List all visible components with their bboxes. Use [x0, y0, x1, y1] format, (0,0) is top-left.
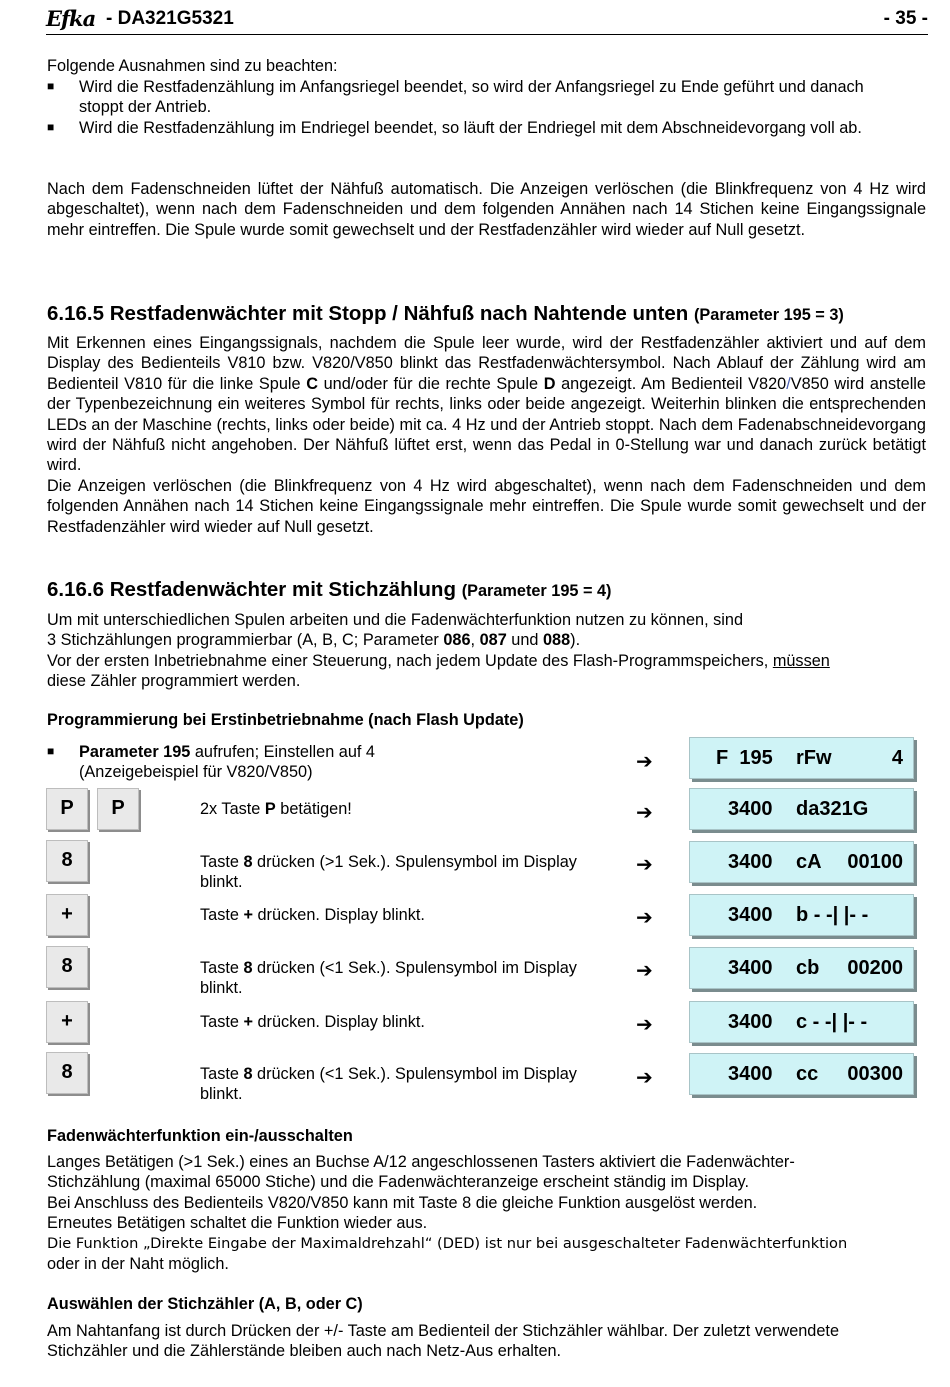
key-8-button[interactable]: 8 [46, 840, 88, 882]
intro-paragraph: Nach dem Fadenschneiden lüftet der Nähfuß automatisch. Die Anzeigen verlöschen (die Blinkfrequenz von 4 Hz wird abgeschaltet), wenn nach dem Fadenschneiden und dem folgenden Annähen nach 14 Stichen keine Eingangssignale mehr eintreffen. Die Spule wurde somit gewechselt und der Restfadenzähler wird wieder auf Null gesetzt. [47, 180, 926, 239]
display-readout: 3400 cb 00200 [689, 947, 914, 989]
section-6-16-5-para-1: Mit Erkennen eines Eingangssignals, nachdem die Spule leer wurde, wird der Restfadenzähler aktiviert und auf dem Display des Bedienteils V810 bzw. V820/V850 blinkt das Restfadenwächtersymbol. Nach Ablauf der Zählung wird am Bedienteil V810 für die linke Spule C und/oder für die rechte Spule D angezeigt. Am Bedienteil V820/V850 wird anstelle der Typenbezeichnung ein weiteres Symbol für rechts, links oder beide angezeigt. Weiterhin blinken die entsprechenden LEDs an der Maschine (rechts, links oder beide) mit ca. 4 Hz und der Antrieb stoppt. Nach dem Fadenabschneidevorgang wird der Nähfuß nicht angehoben. Der Nähfuß lüftet erst, wenn das Pedal in 0-Stellung war und danach zurück betätigt wird. [47, 334, 926, 475]
step-description: Taste + drücken. Display blinkt. [200, 1013, 425, 1031]
arrow-right-icon: ➔ [636, 751, 653, 773]
step-description: Taste 8 drücken (>1 Sek.). Spulensymbol im Display blinkt. [200, 853, 577, 892]
efka-logo: Efka [46, 6, 96, 31]
page-number: - 35 - [883, 8, 928, 29]
bullet-icon: ■ [47, 120, 55, 134]
step-description: Taste 8 drücken (<1 Sek.). Spulensymbol im Display blinkt. [200, 959, 577, 998]
display-readout: 3400 da321G [689, 788, 914, 830]
section-6-16-6-heading [47, 578, 927, 602]
key-p-button[interactable]: P [46, 788, 88, 830]
section-6-16-5-para-2: Die Anzeigen verlöschen (die Blinkfrequenz von 4 Hz wird abgeschaltet), wenn nach dem Fadenschneiden und dem folgenden Annähen nach 14 Stichen keine Eingangssignale mehr eintreffen. Die Spule wurde somit gewechselt und der Restfadenzähler wird wieder auf Null gesetzt. [47, 477, 926, 536]
section-6-16-6-text: Um mit unterschiedlichen Spulen arbeiten und die Fadenwächterfunktion nutzen zu können, sind 3 Stichzählungen programmierbar (A, B, C; Parameter 086, 087 und 088). Vor der ersten Inbetriebnahme einer Steuerung, nach jedem Update des Flash-Programmspeichers, müssen diese Zähler programmiert werden. [47, 611, 830, 691]
arrow-right-icon: ➔ [636, 907, 653, 929]
display-readout: 3400 c - -| |- - [689, 1001, 914, 1043]
step-description: Taste + drücken. Display blinkt. [200, 906, 425, 924]
step-description: Taste 8 drücken (<1 Sek.). Spulensymbol im Display blinkt. [200, 1065, 577, 1104]
display-readout: 3400 cA 00100 [689, 841, 914, 883]
bullet-icon: ■ [47, 79, 55, 93]
section-parameter: (Parameter 195 = 4) [461, 582, 612, 600]
key-8-button[interactable]: 8 [46, 946, 88, 988]
display-readout: F 195 rFw 4 [689, 737, 914, 779]
arrow-right-icon: ➔ [636, 1067, 653, 1089]
arrow-right-icon: ➔ [636, 960, 653, 982]
arrow-right-icon: ➔ [636, 1014, 653, 1036]
key-plus-button[interactable]: + [46, 894, 88, 936]
arrow-right-icon: ➔ [636, 854, 653, 876]
section-6-16-5-heading [47, 302, 927, 326]
intro-bullet-2: Wird die Restfadenzählung im Endriegel beendet, so läuft der Endriegel mit dem Abschneidevorgang voll ab. [79, 119, 862, 137]
section-parameter: (Parameter 195 = 3) [694, 306, 844, 324]
intro-lead: Folgende Ausnahmen sind zu beachten: [47, 57, 338, 75]
section-title: 6.16.5 Restfadenwächter mit Stopp / Nähfuß nach Nahtende unten [47, 302, 689, 325]
key-plus-button[interactable]: + [46, 1001, 88, 1043]
step-description: 2x Taste P betätigen! [200, 800, 352, 818]
document-id: - DA321G5321 [106, 8, 234, 29]
arrow-right-icon: ➔ [636, 802, 653, 824]
section-title: 6.16.6 Restfadenwächter mit Stichzählung [47, 578, 456, 601]
display-readout: 3400 cc 00300 [689, 1053, 914, 1095]
counter-select-heading: Auswählen der Stichzähler (A, B, oder C) [47, 1295, 363, 1313]
programming-heading: Programmierung bei Erstinbetriebnahme (nach Flash Update) [47, 711, 524, 729]
page-header [46, 8, 928, 35]
key-p-button[interactable]: P [97, 788, 139, 830]
key-8-button[interactable]: 8 [46, 1052, 88, 1094]
bullet-icon: ■ [47, 744, 55, 758]
step-parameter-195: Parameter 195 aufrufen; Einstellen auf 4 (Anzeigebeispiel für V820/V850) [79, 743, 375, 782]
intro-bullet-1: Wird die Restfadenzählung im Anfangsriegel beendet, so wird der Anfangsriegel zu Ende geführt und danach stoppt der Antrieb. [79, 78, 864, 117]
thread-monitor-heading: Fadenwächterfunktion ein-/ausschalten [47, 1127, 353, 1145]
display-readout: 3400 b - -| |- - [689, 894, 914, 936]
counter-select-text: Am Nahtanfang ist durch Drücken der +/- Taste am Bedienteil der Stichzähler wählbar. Der zuletzt verwendete Stichzähler und die Zählerstände bleiben auch nach Netz-Aus erhalten. [47, 1322, 840, 1361]
thread-monitor-text: Langes Betätigen (>1 Sek.) eines an Buchse A/12 angeschlossenen Tasters aktiviert die Fadenwächter- Stichzählung (maximal 65000 Stiche) und die Fadenwächteranzeige erscheint ständig im Display. Bei Anschluss des Bedienteils V820/V850 kann mit Taste 8 die gleiche Funktion ausgelöst werden. Erneutes Betätigen schaltet die Funktion wieder aus. Die Funktion „Direkte Eingabe der Maximaldrehzahl“ (DED) ist nur bei ausgeschalteter Fadenwächterfunktion oder in der Naht möglich. [47, 1153, 848, 1274]
